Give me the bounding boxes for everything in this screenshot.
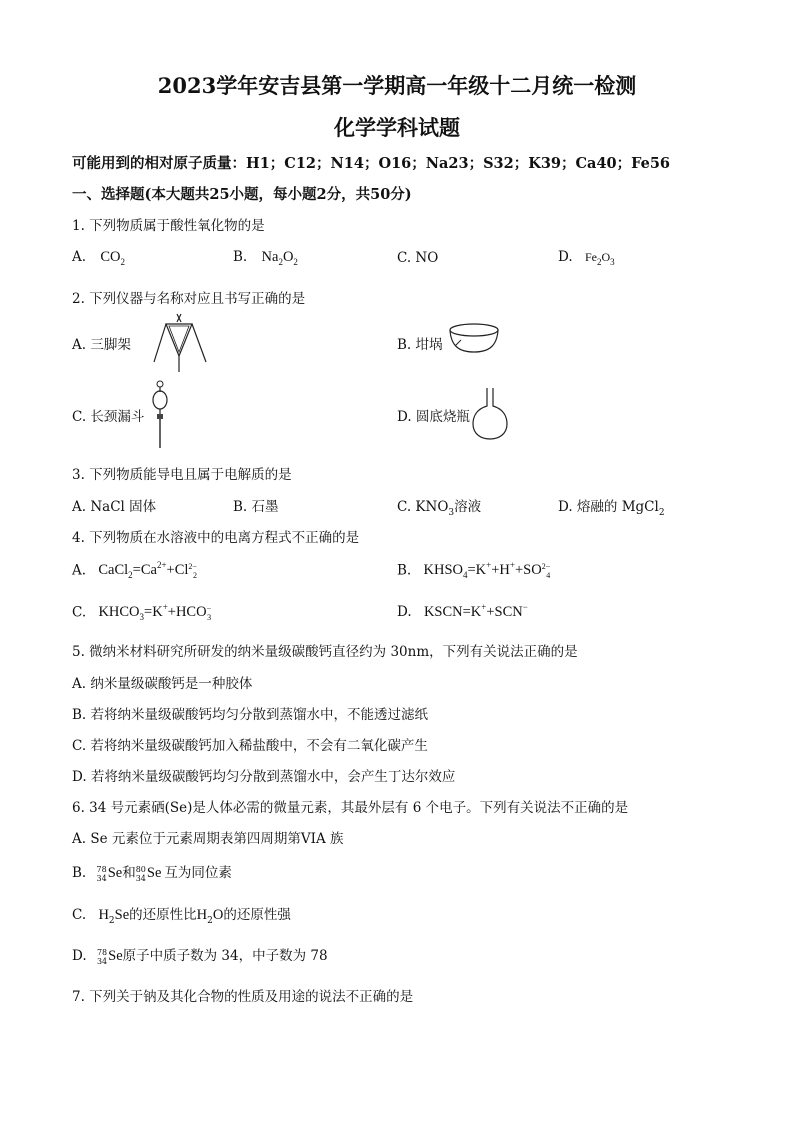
q6-c-mid: 的还原性比	[129, 907, 197, 923]
q6-b-iso1-mass: 78	[96, 864, 107, 874]
q4-option-b	[397, 562, 551, 580]
page-subtitle: 化学学科试题	[334, 115, 460, 140]
q4-d-eq-0: KSCN=K	[423, 604, 482, 620]
q4-c-equation	[98, 602, 212, 623]
q2-stem: 2. 下列仪器与名称对应且书写正确的是	[72, 291, 306, 307]
q6-c-o: O	[212, 907, 224, 923]
q6-d-z: 34	[96, 956, 108, 966]
q1-a-base: CO	[100, 249, 121, 265]
q6-option-d	[72, 944, 328, 966]
q4-c-eq-5: −	[206, 604, 212, 613]
q6-d-content	[97, 948, 328, 964]
q3-c-post: 溶液	[454, 499, 482, 515]
q4-a-eq-6: 2	[192, 571, 197, 580]
q4-d-eq-3: −	[522, 602, 528, 612]
q6-b-iso2-mass: 80	[135, 864, 146, 874]
q3-c-sub: 3	[448, 508, 455, 518]
q3-d-pre: D. 熔融的 MgCl	[558, 499, 659, 515]
q3-stem: 3. 下列物质能导电且属于电解质的是	[72, 467, 292, 483]
q6-c-h2: H	[196, 907, 208, 923]
q4-a-eq-stack	[188, 562, 197, 580]
q4-b-eq-4: +H	[491, 562, 510, 579]
q4-a-eq-5: 2−	[188, 562, 197, 571]
q3-option-b: B. 石墨	[233, 499, 279, 515]
q4-a-eq-1: 2	[128, 570, 133, 581]
q4-b-eq-1: 4	[463, 570, 468, 581]
round-bottom-flask-icon	[473, 386, 507, 440]
q4-b-eq-3: +	[486, 560, 492, 571]
q2-option-b: B. 坩埚	[397, 337, 443, 353]
q6-stem: 6. 34 号元素硒(Se)是人体必需的微量元素，其最外层有 6 个电子。下列有关说法不正确的是	[72, 800, 629, 816]
q4-a-eq-3: 2+	[156, 560, 167, 571]
q6-c-content	[98, 907, 291, 926]
q6-c-h2-sub: 2	[207, 916, 213, 926]
q2-option-c: C. 长颈漏斗	[72, 409, 145, 425]
q6-b-content	[97, 865, 232, 881]
q4-d-eq-2: +SCN	[486, 604, 523, 620]
q6-option-c	[72, 903, 291, 924]
q6-b-label: B.	[72, 865, 87, 881]
q4-option-a	[72, 562, 198, 580]
q4-c-label: C.	[72, 604, 87, 621]
q1-b-base1: Na	[261, 249, 279, 265]
q1-d-label: D.	[558, 249, 573, 265]
q6-option-b	[72, 861, 232, 883]
q5-option-d: D. 若将纳米量级碳酸钙均匀分散到蒸馏水中，会产生丁达尔效应	[72, 769, 456, 785]
q5-option-c: C. 若将纳米量级碳酸钙加入稀盐酸中，不会有二氧化碳产生	[72, 738, 428, 754]
q4-a-eq-0: CaCl	[98, 562, 129, 579]
q4-c-eq-stack	[207, 604, 212, 622]
q5-stem: 5. 微纳米材料研究所研发的纳米量级碳酸钙直径约为 30nm，下列有关说法正确的是	[72, 644, 578, 660]
q6-b-iso1	[97, 865, 107, 883]
q4-d-label: D.	[397, 604, 412, 620]
q4-b-label: B.	[397, 562, 412, 579]
q4-b-eq-7: 2−	[541, 562, 551, 571]
long-neck-funnel-icon	[148, 378, 172, 452]
q4-option-c	[72, 604, 212, 622]
q6-c-post: 的还原性强	[223, 907, 291, 923]
q4-d-equation	[424, 604, 528, 620]
q1-a-formula	[100, 249, 125, 265]
q4-b-equation	[423, 560, 552, 581]
q1-b-label: B.	[233, 249, 248, 265]
q1-b-sub2: 2	[293, 257, 298, 267]
q6-d-se: Se	[108, 948, 123, 964]
q4-c-eq-6: 3	[207, 613, 212, 622]
q4-c-eq-2: =K	[144, 604, 163, 621]
q7-stem: 7. 下列关于钠及其化合物的性质及用途的说法不正确的是	[72, 989, 414, 1005]
q6-b-iso2	[136, 865, 146, 883]
q1-stem: 1. 下列物质属于酸性氧化物的是	[72, 218, 265, 234]
q1-option-b	[233, 249, 298, 266]
tripod-icon	[150, 312, 210, 374]
q6-c-h-sub: 2	[108, 916, 115, 926]
q1-option-d	[558, 249, 615, 265]
q3-c-pre: C. KNO	[397, 499, 449, 515]
q6-b-se: Se	[107, 865, 123, 881]
q6-c-label: C.	[72, 907, 87, 923]
q1-d-formula	[584, 250, 615, 267]
q6-c-se: Se	[114, 907, 130, 923]
section-heading: 一、选择题(本大题共25小题，每小题2分，共50分)	[72, 186, 412, 203]
q4-stem: 4. 下列物质在水溶液中的电离方程式不正确的是	[72, 530, 360, 546]
q4-c-eq-4: +HCO	[167, 604, 207, 621]
q3-option-d	[558, 495, 665, 518]
page-title: 2023学年安吉县第一学期高一年级十二月统一检测	[157, 73, 637, 98]
q4-b-eq-0: KHSO	[423, 562, 463, 579]
q1-d-sub1: 2	[596, 257, 602, 267]
q4-b-eq-2: =K	[467, 562, 487, 579]
q6-option-a: A. Se 元素位于元素周期表第四周期第VIA 族	[72, 831, 344, 847]
q4-b-eq-8: 4	[546, 571, 551, 580]
q2-option-a: A. 三脚架	[72, 337, 131, 353]
q6-b-se2: Se	[146, 865, 162, 881]
q1-d-sub2: 3	[610, 257, 615, 267]
q6-b-and: 和	[122, 865, 136, 881]
q6-b-iso1-z: 34	[96, 873, 107, 883]
q3-d-sub: 2	[658, 508, 665, 518]
q1-d-base2: O	[601, 250, 611, 264]
q5-option-a: A. 纳米量级碳酸钙是一种胶体	[72, 676, 253, 692]
q4-c-eq-0: KHCO	[98, 604, 140, 621]
q6-b-iso2-z: 34	[135, 873, 146, 883]
q4-c-eq-3: +	[162, 602, 168, 613]
q5-option-b: B. 若将纳米量级碳酸钙均匀分散到蒸馏水中，不能透过滤纸	[72, 707, 429, 723]
crucible-icon	[447, 322, 501, 358]
q4-b-eq-6: +SO	[514, 562, 542, 579]
q4-a-label: A.	[72, 562, 87, 579]
q1-option-c: C. NO	[397, 250, 439, 266]
q1-option-a	[72, 249, 125, 266]
q3-option-c	[397, 495, 482, 518]
q4-b-eq-5: +	[509, 560, 515, 571]
q4-d-eq-1: +	[481, 602, 487, 612]
q1-b-formula	[262, 249, 298, 265]
q1-b-sub1: 2	[278, 257, 283, 267]
q1-b-base2: O	[282, 249, 294, 265]
q4-a-equation	[98, 560, 198, 581]
q4-a-eq-4: +Cl	[166, 562, 189, 579]
q6-b-post: 互为同位素	[164, 865, 232, 881]
q1-d-base1: Fe	[584, 250, 597, 264]
q4-b-eq-stack	[542, 562, 551, 580]
q6-d-iso	[97, 948, 107, 966]
q2-option-d: D. 圆底烧瓶	[397, 409, 470, 425]
q1-a-label: A.	[72, 249, 87, 265]
q6-c-h: H	[98, 907, 109, 923]
q1-a-sub: 2	[120, 257, 125, 267]
q4-option-d	[397, 604, 528, 621]
q3-option-a: A. NaCl 固体	[72, 499, 157, 515]
q4-c-eq-1: 3	[139, 612, 145, 623]
q4-a-eq-2: =Ca	[132, 562, 157, 579]
q6-d-mass: 78	[96, 947, 108, 957]
atomic-masses: 可能用到的相对原子质量：H1；C12；N14；O16；Na23；S32；K39；Ca40；Fe56	[72, 155, 671, 172]
q6-d-label: D.	[72, 948, 87, 964]
q6-d-post: 原子中质子数为 34，中子数为 78	[122, 948, 328, 964]
